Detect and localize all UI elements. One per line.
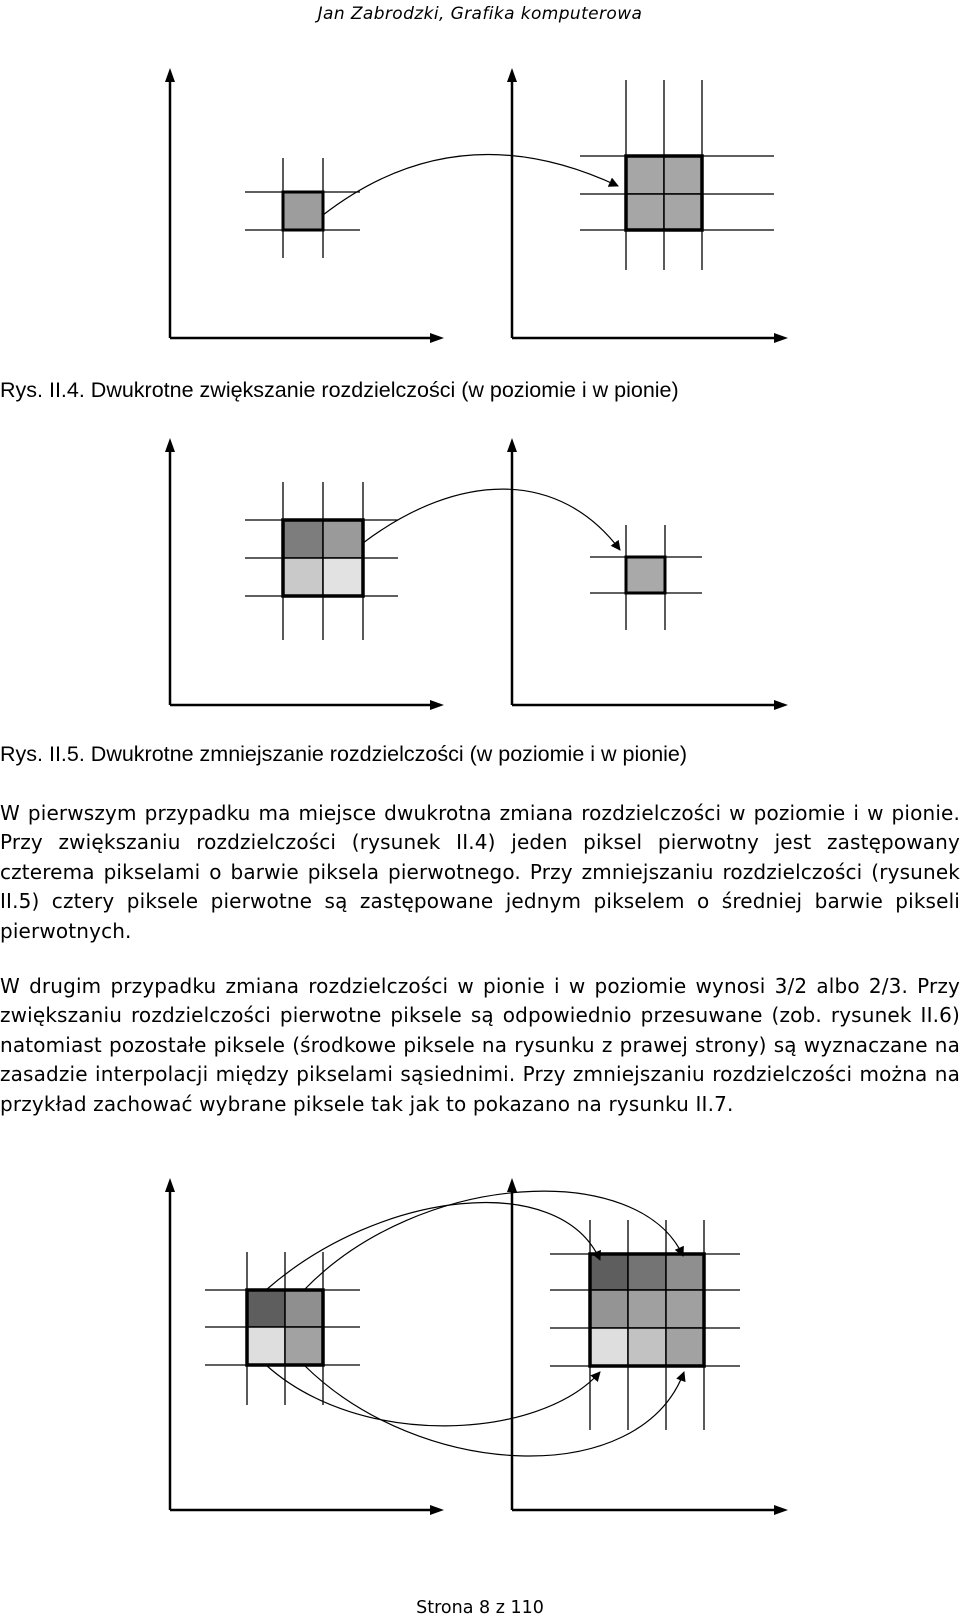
new-pixel: [626, 557, 665, 593]
original-pixel: [283, 520, 323, 558]
original-pixel: [323, 558, 363, 596]
mapping-arrow: [304, 1365, 684, 1456]
new-pixel: [590, 1290, 628, 1328]
new-pixel: [628, 1328, 666, 1366]
original-pixel: [283, 192, 323, 230]
mapping-arrow: [266, 1203, 600, 1290]
body-paragraph: W pierwszym przypadku ma miejsce dwukrotna zmiana rozdzielczości w poziomie i w pionie. Przy zwiększaniu rozdzielczości (rysunek II.4) jeden piksel pierwotny jest zastępowany czterema pikselami o barwie piksela pierwotnego. Przy zmniejszaniu rozdzielczości (rysunek II.5) cztery piksele pierwotne są zastępowane jednym pikselem o średniej barwie pikseli pierwotnych.: [0, 801, 960, 943]
figure-resolution-increase: [0, 60, 960, 360]
running-header: Jan Zabrodzki, Grafika komputerowa: [317, 4, 643, 24]
mapping-arrow: [266, 1365, 600, 1426]
original-pixel: [323, 520, 363, 558]
page-number: Strona 8 z 110: [416, 1598, 544, 1618]
new-pixel: [666, 1254, 704, 1290]
new-pixel: [664, 156, 702, 194]
new-pixel: [590, 1254, 628, 1290]
original-pixel: [285, 1327, 323, 1365]
new-pixel: [666, 1328, 704, 1366]
original-pixel: [285, 1290, 323, 1327]
new-pixel: [590, 1328, 628, 1366]
new-pixel: [666, 1290, 704, 1328]
figure-resolution-decrease: [0, 430, 960, 730]
figure-caption: Rys. II.4. Dwukrotne zwiększanie rozdzielczości (w poziomie i w pionie): [0, 378, 679, 402]
mapping-arrow: [363, 489, 620, 550]
new-pixel: [626, 194, 664, 230]
figure-caption: Rys. II.5. Dwukrotne zmniejszanie rozdzielczości (w poziomie i w pionie): [0, 742, 688, 766]
original-pixel: [247, 1290, 285, 1327]
new-pixel: [628, 1254, 666, 1290]
original-pixel: [283, 558, 323, 596]
new-pixel: [628, 1290, 666, 1328]
new-pixel: [664, 194, 702, 230]
figure-resolution-3-2: [0, 1160, 960, 1540]
original-pixel: [247, 1327, 285, 1365]
mapping-arrow: [323, 154, 618, 215]
new-pixel: [626, 156, 664, 194]
body-paragraph: W drugim przypadku zmiana rozdzielczości w pionie i w poziomie wynosi 3/2 albo 2/3. Przy zwiększaniu rozdzielczości pierwotne piksele są odpowiednio przesuwane (zob. rysunek II.6) natomiast pozostałe piksele (środkowe piksele na rysunku z prawej strony) są wyznaczane na zasadzie interpolacji między pikselami sąsiednimi. Przy zmniejszaniu rozdzielczości można na przykład zachować wybrane piksele tak jak to pokazano na rysunku II.7.: [0, 974, 960, 1116]
